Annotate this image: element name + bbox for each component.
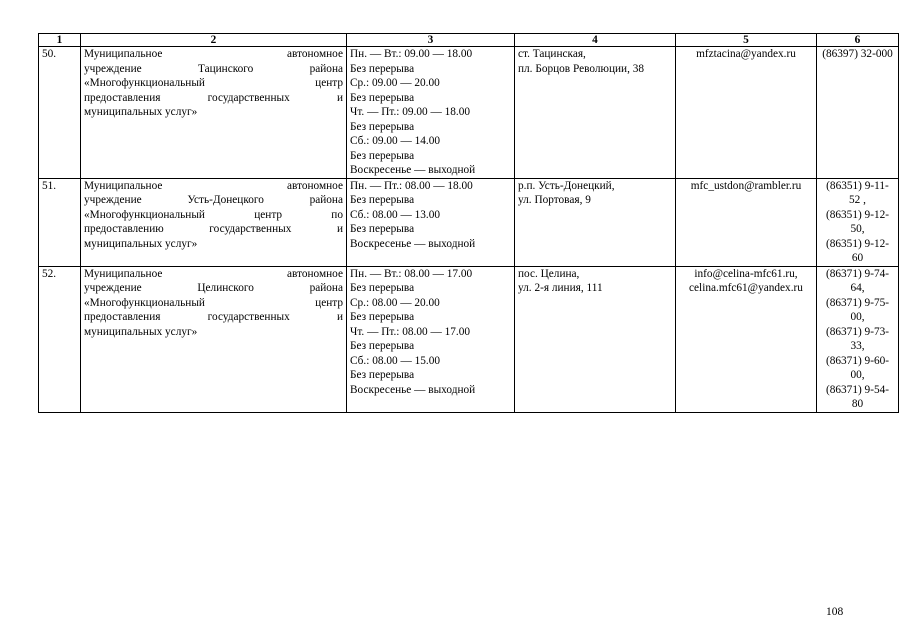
header-cell-1: 1	[39, 34, 81, 47]
phone-line: 50,	[850, 223, 865, 235]
email	[676, 266, 817, 412]
phone	[817, 178, 899, 266]
org-line: учреждение Усть-Донецкого района	[84, 194, 343, 206]
org-line: «Многофункциональный центр	[84, 296, 343, 309]
phone-line: 80	[851, 398, 864, 410]
email-line: info@celina-mfc61.ru,	[694, 267, 798, 280]
phone-line: (86371) 9-60-	[825, 354, 890, 367]
org-line: Муниципальное автономное	[84, 48, 343, 60]
hours-line: Без перерыва	[350, 120, 415, 133]
address-line: ул. 2-я линия, 111	[518, 282, 603, 294]
email	[676, 47, 817, 179]
hours-line: Воскресенье — выходной	[350, 164, 476, 176]
org-line: предоставлению государственных и	[84, 223, 343, 235]
table-row	[39, 266, 899, 412]
org-line: Муниципальное автономное	[84, 267, 343, 280]
org-line: «Многофункциональный центр по	[84, 208, 343, 221]
phone-line: (86371) 9-54-	[825, 383, 890, 396]
table-row	[39, 47, 899, 179]
organization-name	[81, 47, 347, 179]
header-cell-2: 2	[81, 34, 347, 47]
header-cell-5: 5	[676, 34, 817, 47]
phone-line: (86371) 9-73-	[825, 325, 890, 338]
organization-name	[81, 266, 347, 412]
org-line: предоставления государственных и	[84, 311, 343, 323]
address-line: ст. Тацинская,	[518, 48, 586, 60]
phone-line: (86351) 9-11-	[826, 179, 889, 192]
phone-line: 52 ,	[849, 194, 866, 206]
working-hours	[347, 266, 515, 412]
hours-line: Сб.: 09.00 — 14.00	[350, 135, 440, 147]
org-line: муниципальных услуг»	[84, 106, 198, 118]
address-line: р.п. Усть-Донецкий,	[518, 179, 615, 192]
address-line: пл. Борцов Революции, 38	[518, 62, 645, 75]
hours-line: Ср.: 08.00 — 20.00	[350, 296, 440, 309]
mfc-table	[38, 33, 899, 413]
row-number: 52.	[39, 266, 81, 412]
org-line: учреждение Тацинского района	[84, 62, 343, 75]
hours-line: Пн. — Вт.: 08.00 — 17.00	[350, 267, 473, 280]
org-line: Муниципальное автономное	[84, 179, 343, 192]
phone-line: (86351) 9-12-	[825, 237, 890, 250]
hours-line: Без перерыва	[350, 91, 415, 104]
org-line: муниципальных услуг»	[84, 325, 198, 338]
header-cell-4: 4	[515, 34, 676, 47]
phone-line: (86371) 9-74-	[825, 267, 890, 280]
address	[515, 266, 676, 412]
phone-line: 64,	[850, 282, 865, 294]
phone	[817, 266, 899, 412]
hours-line: Ср.: 09.00 — 20.00	[350, 77, 440, 89]
hours-line: Сб.: 08.00 — 13.00	[350, 208, 440, 221]
hours-line: Воскресенье — выходной	[350, 383, 476, 396]
phone-line: 60	[851, 252, 864, 264]
org-line: учреждение Целинского района	[84, 282, 343, 294]
hours-line: Без перерыва	[350, 340, 415, 352]
hours-line: Пн. — Пт.: 08.00 — 18.00	[350, 179, 473, 192]
hours-line: Без перерыва	[350, 62, 415, 75]
organization-name	[81, 178, 347, 266]
org-line: муниципальных услуг»	[84, 237, 198, 250]
email-line: celina.mfc61@yandex.ru	[689, 282, 803, 294]
hours-line: Без перерыва	[350, 149, 415, 162]
hours-line: Без перерыва	[350, 282, 415, 294]
hours-line: Сб.: 08.00 — 15.00	[350, 354, 440, 367]
header-cell-3: 3	[347, 34, 515, 47]
address-line: пос. Целина,	[518, 267, 580, 280]
working-hours	[347, 47, 515, 179]
phone-line: 00,	[850, 369, 865, 381]
phone-line: (86397) 32-000	[822, 48, 893, 60]
hours-line: Чт. — Пт.: 08.00 — 17.00	[350, 325, 471, 338]
page-number: 108	[826, 606, 844, 618]
hours-line: Без перерыва	[350, 369, 415, 381]
hours-line: Пн. — Вт.: 09.00 — 18.00	[350, 48, 473, 60]
org-line: «Многофункциональный центр	[84, 77, 343, 89]
email	[676, 178, 817, 266]
address-line: ул. Портовая, 9	[518, 194, 591, 206]
phone-line: 00,	[850, 311, 865, 323]
phone-line: (86351) 9-12-	[825, 208, 890, 221]
address	[515, 178, 676, 266]
address	[515, 47, 676, 179]
hours-line: Без перерыва	[350, 311, 415, 323]
header-cell-6: 6	[817, 34, 899, 47]
working-hours	[347, 178, 515, 266]
phone-line: (86371) 9-75-	[825, 296, 890, 309]
row-number: 50.	[39, 47, 81, 179]
hours-line: Без перерыва	[350, 223, 415, 235]
hours-line: Без перерыва	[350, 194, 415, 206]
phone-line: 33,	[850, 340, 865, 352]
header-row	[39, 34, 899, 47]
row-number: 51.	[39, 178, 81, 266]
hours-line: Воскресенье — выходной	[350, 237, 476, 250]
org-line: предоставления государственных и	[84, 91, 343, 104]
table-row	[39, 178, 899, 266]
email-line: mfc_ustdon@rambler.ru	[690, 179, 802, 192]
phone	[817, 47, 899, 179]
email-line: mfztacina@yandex.ru	[696, 48, 796, 60]
hours-line: Чт. — Пт.: 09.00 — 18.00	[350, 106, 471, 118]
